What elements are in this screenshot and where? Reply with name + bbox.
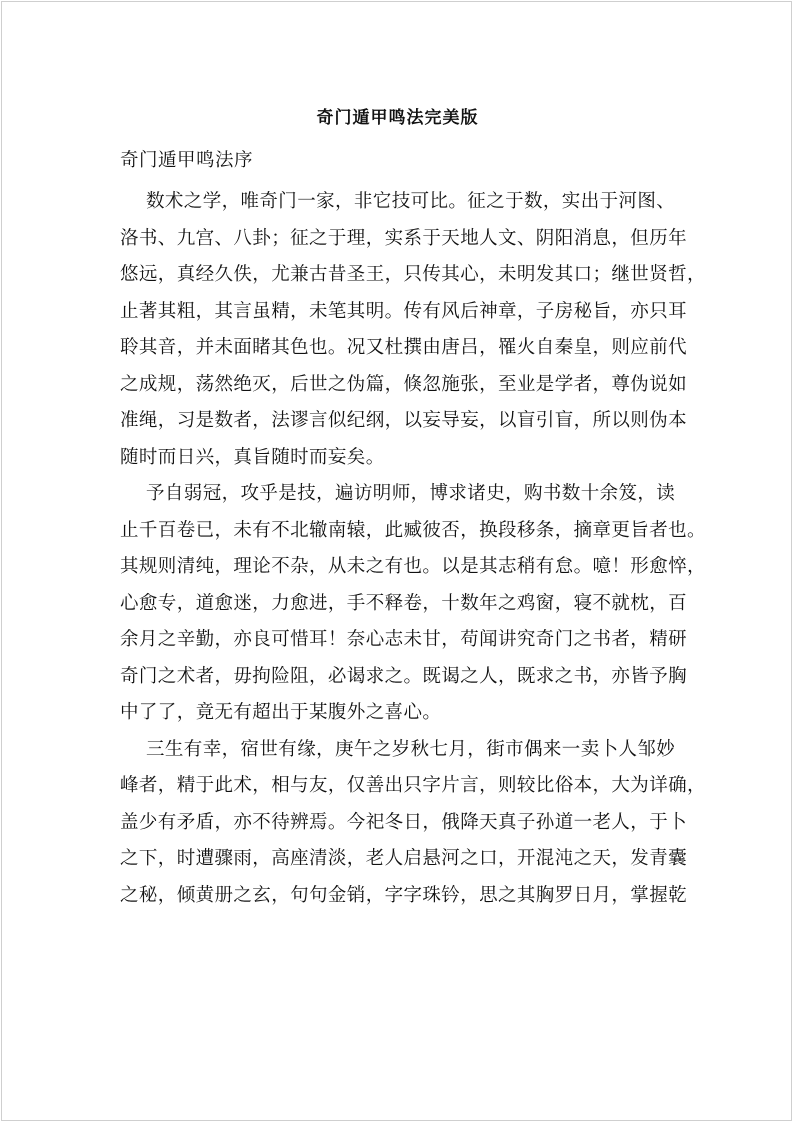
document-body bbox=[120, 184, 706, 914]
paragraph bbox=[120, 476, 706, 732]
text-line: 其规则清纯，理论不杂，从未之有也。以是其志稍有怠。噫！形愈悴， bbox=[120, 556, 706, 577]
text-line: 随时而日兴，真旨随时而妄矣。 bbox=[120, 446, 385, 468]
text-line: 盖少有矛盾，亦不待辨焉。今祀冬日，俄降天真子孙道一老人，于卜 bbox=[120, 811, 688, 833]
text-line: 予自弱冠，攻乎是技，遍访明师，博求诸史，购书数十余笈，读 bbox=[146, 483, 676, 504]
text-line: 三生有幸，宿世有缘，庚午之岁秋七月，街市偶来一卖卜人邹妙 bbox=[146, 738, 676, 760]
text-line: 洛书、九宫、八卦；征之于理，实系于天地人文、阴阳消息，但历年 bbox=[120, 227, 688, 249]
document-title: 奇门遁甲鸣法完美版 bbox=[316, 108, 479, 128]
text-line: 余月之辛勤，亦良可惜耳！奈心志未甘，苟闻讲究奇门之书者，精研 bbox=[120, 629, 688, 650]
paragraph bbox=[120, 732, 706, 915]
text-line: 心愈专，道愈迷，力愈进，手不释卷，十数年之鸡窗，寝不就枕，百 bbox=[120, 592, 688, 614]
text-line: 数术之学，唯奇门一家，非它技可比。征之于数，实出于河图、 bbox=[146, 191, 676, 212]
text-line: 奇门之术者，毋拘险阻，必谒求之。既谒之人，既求之书，亦皆予胸 bbox=[120, 665, 688, 687]
document-subtitle: 奇门遁甲鸣法序 bbox=[120, 150, 254, 171]
text-line: 准绳，习是数者，法谬言似纪纲，以妄导妄，以盲引盲，所以则伪本 bbox=[120, 410, 688, 431]
text-line: 止著其粗，其言虽精，未笔其明。传有风后神章，子房秘旨，亦只耳 bbox=[120, 300, 688, 322]
text-line: 之成规，荡然绝灭，后世之伪篇，倏忽施张，至业是学者，尊伪说如 bbox=[120, 373, 688, 395]
text-line: 止千百卷已，未有不北辙南辕，此臧彼否，换段移条，摘章更旨者也。 bbox=[120, 519, 706, 541]
text-line: 悠远，真经久佚，尤兼古昔圣王，只传其心，未明发其口；继世贤哲， bbox=[120, 264, 706, 285]
text-line: 之秘，倾黄册之玄，句句金销，字字珠钤，思之其胸罗日月，掌握乾 bbox=[120, 884, 688, 906]
text-line: 之下，时遭骤雨，高座清淡，老人启悬河之口，开混沌之天，发青囊 bbox=[120, 848, 688, 869]
text-line: 中了了，竟无有超出于某腹外之喜心。 bbox=[120, 702, 442, 723]
paragraph bbox=[120, 184, 706, 476]
text-line: 聆其音，并未面睹其色也。况又杜撰由唐吕，罹火自秦皇，则应前代 bbox=[120, 337, 688, 358]
text-line: 峰者，精于此术，相与友，仅善出只字片言，则较比俗本，大为详确， bbox=[120, 775, 706, 796]
